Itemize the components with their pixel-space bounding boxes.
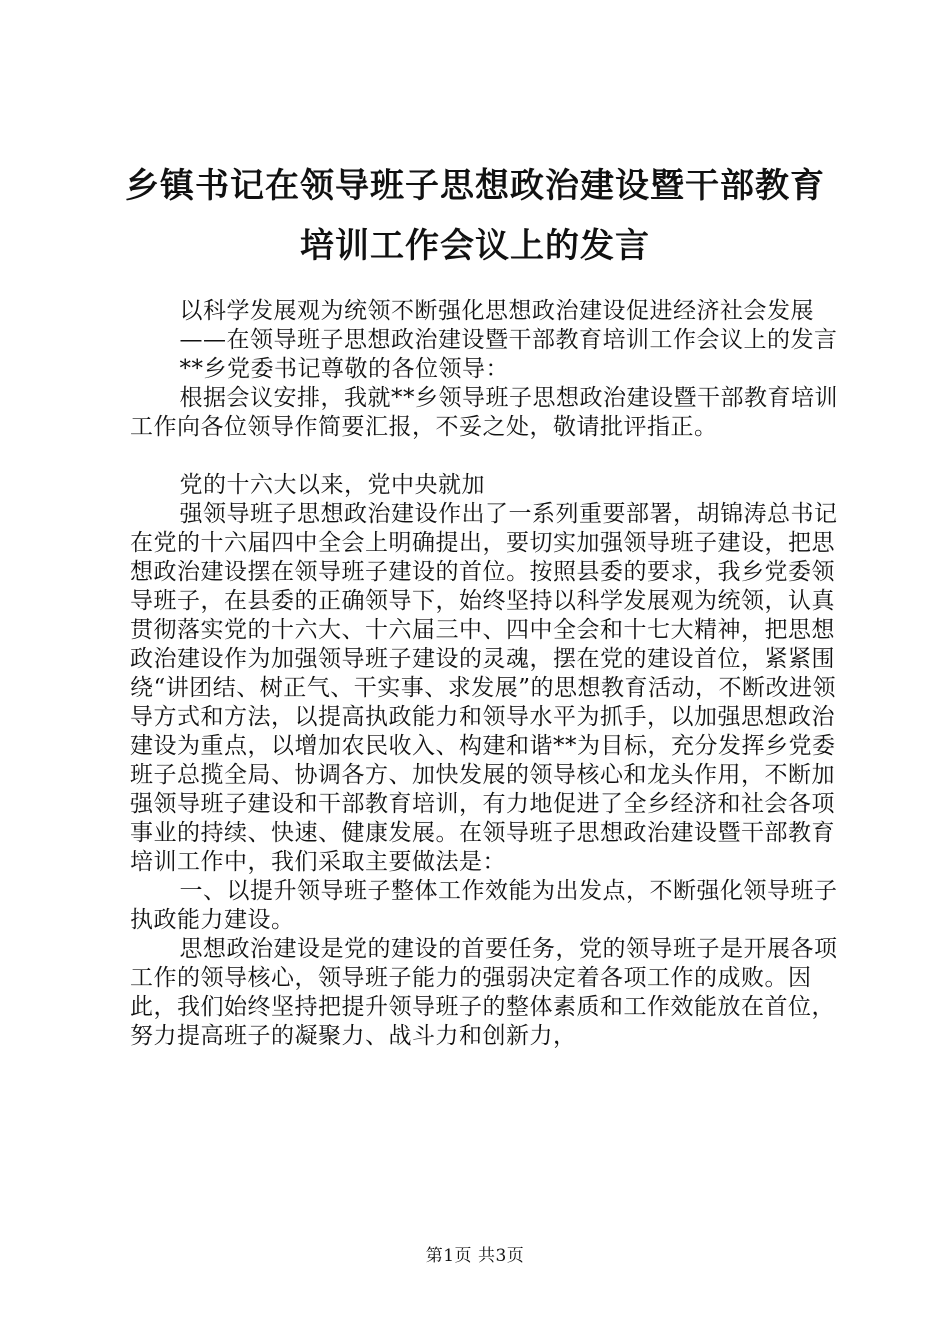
body-paragraph-fragment: 党的十六大以来，党中央就加 (179, 472, 485, 498)
document-body (130, 297, 842, 1051)
salutation: **乡党委书记尊敬的各位领导： (179, 356, 509, 382)
subtitle-paragraph: 以科学发展观为统领不断强化思想政治建设促进经济社会发展 (179, 298, 814, 324)
section-heading-1: 一、以提升领导班子整体工作效能为出发点，不断强化领导班子执政能力建设。 (130, 878, 838, 933)
subtitle-attribution: ——在领导班子思想政治建设暨干部教育培训工作会议上的发言 (179, 327, 838, 353)
paragraph-gap (130, 442, 842, 471)
page-footer: 第1页 共3页 (425, 1246, 525, 1266)
body-paragraph: 强领导班子思想政治建设作出了一系列重要部署，胡锦涛总书记在党的十六届四中全会上明确提出，要切实加强领导班子建设，把思想政治建设摆在领导班子建设的首位。按照县委的要求，我乡党委领导班子，在县委的正确领导下，始终坚持以科学发展观为统领，认真贯彻落实党的十六大、十六届三中、四中全会和十七大精神，把思想政治建设作为加强领导班子建设的灵魂，摆在党的建设首位，紧紧围绕“讲团结、树正气、干实事、求发展”的思想教育活动，不断改进领导方式和方法，以提高执政能力和领导水平为抓手，以加强思想政治建设为重点，以增加农民收入、构建和谐**为目标，充分发挥乡党委班子总揽全局、协调各方、加快发展的领导核心和龙头作用，不断加强领导班子建设和干部教育培训，有力地促进了全乡经济和社会各项事业的持续、快速、健康发展。在领导班子思想政治建设暨干部教育培训工作中，我们采取主要做法是： (130, 501, 838, 875)
document-title-line-2: 培训工作会议上的发言 (300, 226, 650, 266)
document-title-line-1: 乡镇书记在领导班子思想政治建设暨干部教育 (125, 166, 825, 206)
intro-paragraph: 根据会议安排，我就**乡领导班子思想政治建设暨干部教育培训工作向各位领导作简要汇报，不妥之处，敬请批评指正。 (130, 385, 838, 440)
section-1-paragraph: 思想政治建设是党的建设的首要任务，党的领导班子是开展各项工作的领导核心，领导班子能力的强弱决定着各项工作的成败。因此，我们始终坚持把提升领导班子的整体素质和工作效能放在首位，努力提高班子的凝聚力、战斗力和创新力， (130, 936, 838, 1049)
